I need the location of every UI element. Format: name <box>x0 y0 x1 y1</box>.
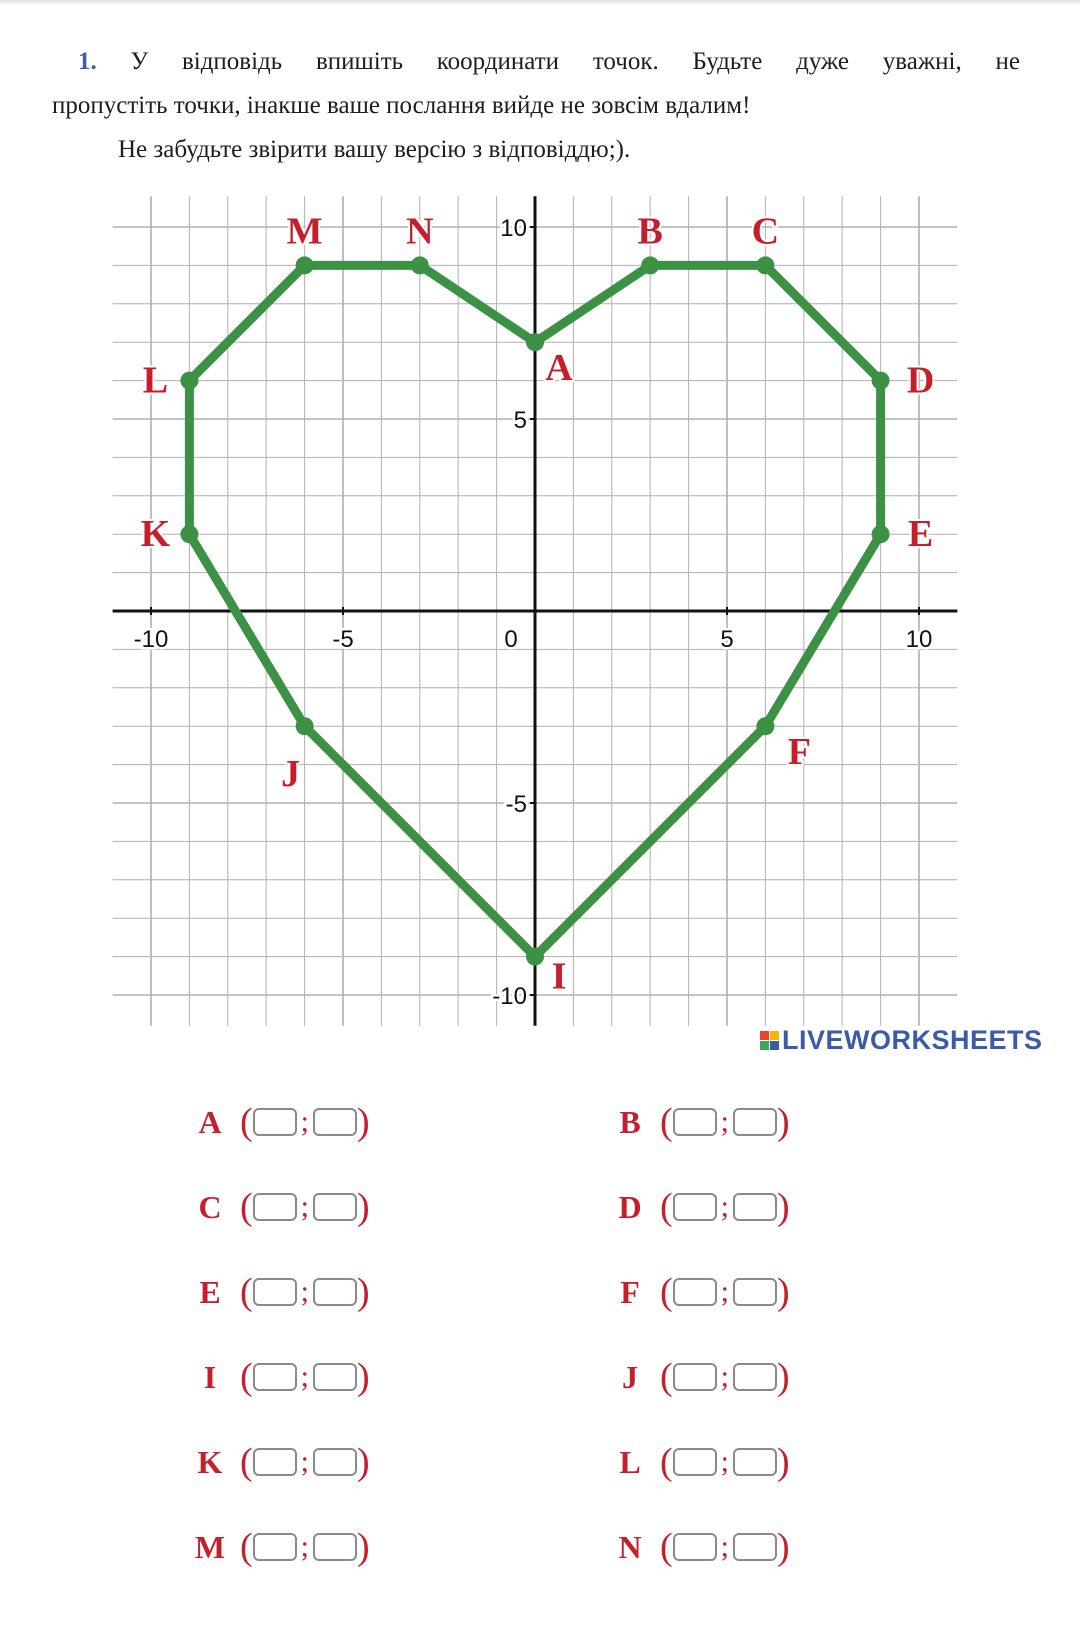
separator: ; <box>720 1190 729 1223</box>
x-coordinate-input[interactable] <box>673 1363 717 1391</box>
open-paren: ( <box>660 1356 673 1398</box>
y-tick-label: -10 <box>492 983 527 1010</box>
point-i <box>526 948 544 966</box>
close-paren: ) <box>357 1271 370 1313</box>
point-label-j: J <box>281 753 301 796</box>
task-line-3: Не забудьте звірити вашу версію з відповіддю;). <box>118 136 631 163</box>
liveworksheets-brand <box>760 1025 1043 1056</box>
point-name: K <box>197 1443 223 1480</box>
y-coordinate-input[interactable] <box>733 1363 777 1391</box>
close-paren: ) <box>777 1101 790 1143</box>
task-word: дуже <box>796 48 850 75</box>
point-label-n: N <box>406 210 434 253</box>
answer-row-l <box>600 1440 790 1484</box>
y-coordinate-input[interactable] <box>313 1533 357 1561</box>
point-label-k: K <box>140 513 171 556</box>
x-coordinate-input[interactable] <box>673 1448 717 1476</box>
y-coordinate-input[interactable] <box>313 1448 357 1476</box>
task-word: точок. <box>592 48 659 75</box>
task-number: 1. <box>78 48 97 75</box>
close-paren: ) <box>777 1356 790 1398</box>
close-paren: ) <box>357 1441 370 1483</box>
x-tick-label: -10 <box>133 626 169 653</box>
x-tick-label: -5 <box>332 626 354 653</box>
open-paren: ( <box>240 1356 253 1398</box>
x-tick-label: 0 <box>504 626 518 653</box>
open-paren: ( <box>240 1271 253 1313</box>
task-word: координати <box>436 48 560 75</box>
separator: ; <box>720 1275 729 1308</box>
separator: ; <box>720 1445 729 1478</box>
point-label-d: D <box>906 359 935 402</box>
close-paren: ) <box>777 1186 790 1228</box>
y-tick-label: 5 <box>513 407 527 434</box>
open-paren: ( <box>660 1186 673 1228</box>
separator: ; <box>720 1360 729 1393</box>
x-tick-label: 5 <box>720 626 734 653</box>
point-a <box>526 333 544 351</box>
y-coordinate-input[interactable] <box>733 1533 777 1561</box>
answer-row-m <box>180 1525 370 1569</box>
x-coordinate-input[interactable] <box>253 1448 297 1476</box>
point-label-l: L <box>142 359 169 402</box>
task-word: У <box>130 48 149 75</box>
point-k <box>180 525 198 543</box>
answer-row-b <box>600 1100 790 1144</box>
point-name: J <box>622 1358 638 1395</box>
coordinate-graph <box>0 190 1080 1040</box>
open-paren: ( <box>660 1271 673 1313</box>
point-name: M <box>194 1528 226 1565</box>
separator: ; <box>300 1360 309 1393</box>
y-tick-label: 10 <box>500 215 527 242</box>
answer-row-j <box>600 1355 790 1399</box>
separator: ; <box>300 1105 309 1138</box>
separator: ; <box>300 1190 309 1223</box>
point-name: B <box>619 1103 641 1140</box>
top-divider <box>0 0 1080 6</box>
task-word: впишіть <box>315 48 404 75</box>
point-label-a: A <box>545 347 573 390</box>
task-line-2: пропустіть точки, інакше ваше послання вийде не зовсім вдалим! <box>52 92 751 119</box>
answer-row-f <box>600 1270 790 1314</box>
point-name: F <box>620 1273 640 1310</box>
x-coordinate-input[interactable] <box>673 1533 717 1561</box>
separator: ; <box>300 1530 309 1563</box>
x-coordinate-input[interactable] <box>673 1278 717 1306</box>
x-coordinate-input[interactable] <box>253 1278 297 1306</box>
open-paren: ( <box>240 1186 253 1228</box>
open-paren: ( <box>240 1441 253 1483</box>
open-paren: ( <box>240 1526 253 1568</box>
point-d <box>872 372 890 390</box>
task-text <box>52 40 1020 172</box>
y-coordinate-input[interactable] <box>733 1193 777 1221</box>
liveworksheets-logo-icon <box>760 1031 779 1050</box>
x-tick-label: 10 <box>905 626 933 653</box>
point-b <box>641 256 659 274</box>
x-coordinate-input[interactable] <box>673 1193 717 1221</box>
x-coordinate-input[interactable] <box>253 1363 297 1391</box>
point-n <box>411 256 429 274</box>
point-label-i: I <box>551 955 567 998</box>
point-name: C <box>198 1188 222 1225</box>
point-j <box>296 717 314 735</box>
y-coordinate-input[interactable] <box>733 1278 777 1306</box>
task-word: Будьте <box>692 48 763 75</box>
point-f <box>756 717 774 735</box>
close-paren: ) <box>357 1526 370 1568</box>
close-paren: ) <box>777 1271 790 1313</box>
point-label-c: C <box>751 210 780 253</box>
point-name: E <box>199 1273 221 1310</box>
task-word: відповідь <box>181 48 283 75</box>
close-paren: ) <box>777 1526 790 1568</box>
open-paren: ( <box>660 1526 673 1568</box>
separator: ; <box>720 1530 729 1563</box>
close-paren: ) <box>777 1441 790 1483</box>
task-word: не <box>995 48 1020 75</box>
y-coordinate-input[interactable] <box>313 1363 357 1391</box>
close-paren: ) <box>357 1101 370 1143</box>
open-paren: ( <box>660 1441 673 1483</box>
point-name: L <box>619 1443 641 1480</box>
separator: ; <box>300 1275 309 1308</box>
task-word: уважні, <box>882 48 962 75</box>
answer-row-e <box>180 1270 370 1314</box>
close-paren: ) <box>357 1356 370 1398</box>
point-c <box>756 256 774 274</box>
x-coordinate-input[interactable] <box>253 1108 297 1136</box>
separator: ; <box>300 1445 309 1478</box>
open-paren: ( <box>660 1101 673 1143</box>
y-coordinate-input[interactable] <box>733 1108 777 1136</box>
y-coordinate-input[interactable] <box>313 1193 357 1221</box>
y-coordinate-input[interactable] <box>313 1108 357 1136</box>
point-label-m: M <box>286 210 323 253</box>
point-name: D <box>618 1188 642 1225</box>
point-label-b: B <box>637 210 663 253</box>
task-line-1 <box>52 40 1020 84</box>
x-coordinate-input[interactable] <box>253 1533 297 1561</box>
point-label-e: E <box>907 513 934 556</box>
answer-row-i <box>180 1355 370 1399</box>
answer-row-n <box>600 1525 790 1569</box>
y-coordinate-input[interactable] <box>313 1278 357 1306</box>
point-l <box>180 372 198 390</box>
answer-row-a <box>180 1100 370 1144</box>
y-tick-label: -5 <box>505 791 527 818</box>
point-label-f: F <box>787 731 812 774</box>
point-name: N <box>618 1528 642 1565</box>
open-paren: ( <box>240 1101 253 1143</box>
answer-row-c <box>180 1185 370 1229</box>
x-coordinate-input[interactable] <box>673 1108 717 1136</box>
x-coordinate-input[interactable] <box>253 1193 297 1221</box>
close-paren: ) <box>357 1186 370 1228</box>
point-name: A <box>198 1103 222 1140</box>
answer-row-d <box>600 1185 790 1229</box>
y-coordinate-input[interactable] <box>733 1448 777 1476</box>
point-name: I <box>203 1358 217 1395</box>
answer-row-k <box>180 1440 370 1484</box>
point-e <box>872 525 890 543</box>
separator: ; <box>720 1105 729 1138</box>
brand-name: LIVEWORKSHEETS <box>782 1025 1043 1055</box>
point-m <box>296 256 314 274</box>
